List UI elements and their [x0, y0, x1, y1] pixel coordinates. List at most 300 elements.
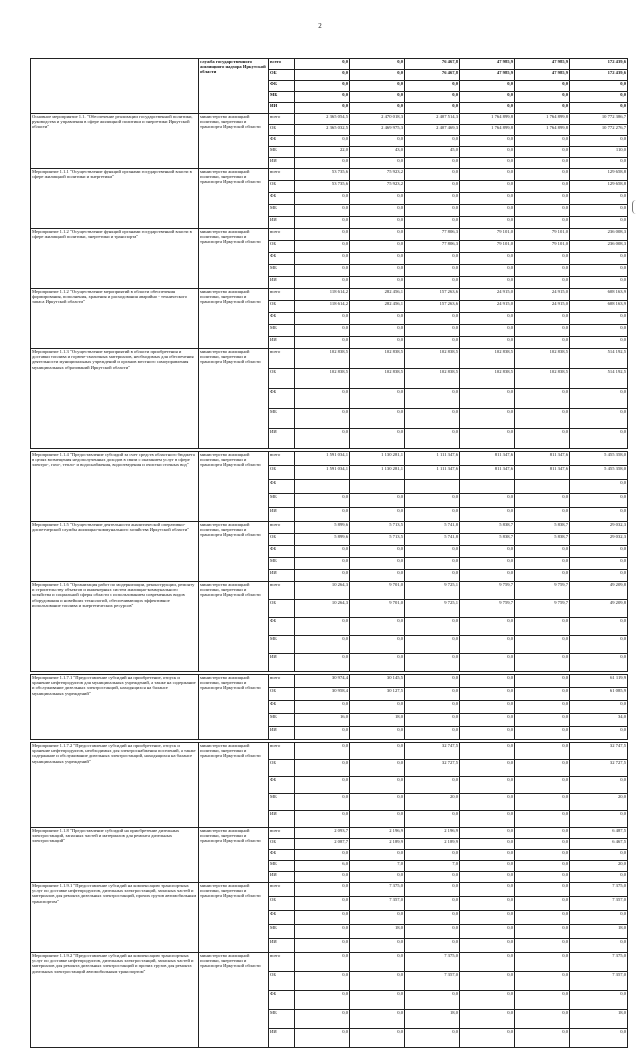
year-value-cell: 0,0: [405, 636, 460, 654]
table-row: [31, 953, 628, 972]
measure-name-cell: Мероприятие 1.1.3 "Осуществление мероприятий в области приобретения и доставки топлива и горюче-смазочных материалов, необходимых для обеспечения деятельности муниципальных учреждений и органов местного самоуправления муниципальных образований Иркутской области": [31, 349, 199, 449]
year-value-cell: 5 838,7: [460, 534, 515, 546]
year-value-cell: 0,0: [295, 277, 350, 289]
executor-cell: министерство жилищной политики, энергетики и транспорта Иркутской области: [199, 743, 269, 828]
year-value-cell: 22,0: [295, 147, 350, 158]
measure-name-cell: Мероприятие 1.1.5 "Осуществление деятельности аналитической оперативно-диспетчерской службы жилищно-коммунального хозяйства Иркутской области": [31, 522, 199, 582]
executor-cell: служба государственного жилищного надзора Иркутской области: [199, 59, 269, 114]
year-value-cell: 0,0: [515, 972, 570, 991]
total-value-cell: 0,0: [570, 872, 628, 883]
year-value-cell: 118 614,2: [295, 289, 350, 301]
year-value-cell: 0,0: [350, 636, 405, 654]
total-value-cell: 0,0: [570, 337, 628, 349]
year-value-cell: 0,0: [460, 953, 515, 972]
year-value-cell: 0,0: [460, 158, 515, 169]
total-value-cell: 0,0: [570, 850, 628, 861]
year-value-cell: 0,0: [460, 81, 515, 92]
year-value-cell: 0,0: [350, 217, 405, 229]
executor-cell: министерство жилищной политики, энергетики и транспорта Иркутской области: [199, 114, 269, 169]
total-value-cell: 0,0: [570, 103, 628, 114]
executor-cell: министерство жилищной политики, энергетики и транспорта Иркутской области: [199, 229, 269, 289]
year-value-cell: 811 347,6: [515, 466, 570, 480]
measure-name-cell: Мероприятие 1.1.7.1 "Предоставление субсидий на приобретение, отпуск и хранение нефтепродуктов для муниципальных учреждений, а также на содержание и обслуживание дизельных электростанций, находящихся на балансе муниципальных учреждений": [31, 675, 199, 740]
year-value-cell: 0,0: [295, 911, 350, 925]
total-value-cell: 0,0: [570, 636, 628, 654]
table-row: [31, 522, 628, 534]
year-value-cell: 0,0: [405, 675, 460, 688]
total-value-cell: 0,0: [570, 811, 628, 828]
year-value-cell: 0,0: [295, 409, 350, 429]
year-value-cell: 0,0: [460, 991, 515, 1010]
funding-source-cell: всего: [269, 289, 295, 301]
year-value-cell: 0,0: [515, 103, 570, 114]
year-value-cell: 0,0: [350, 193, 405, 205]
year-value-cell: 0,0: [350, 265, 405, 277]
year-value-cell: 79 101,0: [515, 229, 570, 241]
year-value-cell: 77 806,3: [405, 241, 460, 253]
total-value-cell: 0,0: [570, 1029, 628, 1048]
year-value-cell: 0,0: [460, 636, 515, 654]
total-value-cell: 0,0: [570, 265, 628, 277]
funding-source-cell: ФБ: [269, 81, 295, 92]
year-value-cell: 0,0: [295, 241, 350, 253]
funding-source-cell: ОБ: [269, 760, 295, 777]
year-value-cell: 5 713,5: [350, 534, 405, 546]
year-value-cell: 0,0: [460, 850, 515, 861]
year-value-cell: 0,0: [350, 59, 405, 70]
year-value-cell: 9 759,7: [515, 582, 570, 600]
total-value-cell: 129 658,8: [570, 169, 628, 181]
measure-name-cell: Основное мероприятие 1.1. "Обеспечение реализации государственной политики, руководства и управления в сфере жилищной политики и энергетики Иркутской области": [31, 114, 199, 169]
year-value-cell: 0,0: [350, 939, 405, 953]
year-value-cell: 0,0: [515, 265, 570, 277]
year-value-cell: 0,0: [405, 253, 460, 265]
funding-source-cell: ИИ: [269, 217, 295, 229]
measure-name-cell: Мероприятие 1.1.7.2 "Предоставление субсидий на приобретение, отпуск и хранение нефтепродуктов, необходимых для электроснабжения поселений, а также содержание и обслуживание дизельных электростанций, находящихся на балансе муниципальных учреждений": [31, 743, 199, 828]
total-value-cell: 32 727,5: [570, 760, 628, 777]
funding-source-cell: ФБ: [269, 136, 295, 147]
year-value-cell: 0,0: [460, 265, 515, 277]
total-value-cell: 0,0: [570, 654, 628, 672]
year-value-cell: 0,0: [350, 872, 405, 883]
year-value-cell: 2 087,7: [295, 839, 350, 850]
funding-source-cell: ИИ: [269, 1029, 295, 1048]
funding-source-cell: ОБ: [269, 301, 295, 313]
measure-name-cell: Мероприятие 1.1.8 "Предоставление субсидий на приобретение дизельных электростанций, запасных частей и материалов для ремонта дизельных электростанций": [31, 828, 199, 883]
total-value-cell: 5 455 358,0: [570, 466, 628, 480]
year-value-cell: 0,0: [515, 839, 570, 850]
year-value-cell: 0,0: [350, 229, 405, 241]
year-value-cell: 79 101,0: [460, 241, 515, 253]
year-value-cell: 0,0: [515, 636, 570, 654]
year-value-cell: 0,0: [515, 760, 570, 777]
total-value-cell: 0,0: [570, 618, 628, 636]
year-value-cell: 102 838,5: [405, 369, 460, 389]
funding-source-cell: ОБ: [269, 369, 295, 389]
table-row: [31, 883, 628, 897]
year-value-cell: 7 357,0: [350, 897, 405, 911]
year-value-cell: 1 764 899,8: [515, 125, 570, 136]
year-value-cell: 0,0: [515, 92, 570, 103]
year-value-cell: 0,0: [460, 743, 515, 760]
year-value-cell: 0,0: [460, 618, 515, 636]
year-value-cell: 9 701,0: [350, 600, 405, 618]
year-value-cell: 118 614,2: [295, 301, 350, 313]
year-value-cell: 32 727,5: [405, 760, 460, 777]
year-value-cell: 75 923,2: [350, 169, 405, 181]
funding-source-cell: ИИ: [269, 103, 295, 114]
year-value-cell: 0,0: [405, 727, 460, 740]
year-value-cell: 102 838,5: [350, 349, 405, 369]
year-value-cell: 0,0: [515, 654, 570, 672]
year-value-cell: 0,0: [515, 939, 570, 953]
year-value-cell: [405, 480, 460, 494]
year-value-cell: 10 264,3: [295, 582, 350, 600]
year-value-cell: 0,0: [515, 850, 570, 861]
year-value-cell: 0,0: [515, 811, 570, 828]
year-value-cell: 0,0: [515, 1029, 570, 1048]
year-value-cell: 0,0: [295, 794, 350, 811]
year-value-cell: 0,0: [460, 727, 515, 740]
funding-source-cell: ФБ: [269, 389, 295, 409]
table-row: [31, 114, 628, 125]
margin-bracket-mark: [632, 200, 637, 214]
year-value-cell: 1 591 034,1: [295, 452, 350, 466]
year-value-cell: 0,0: [405, 136, 460, 147]
funding-source-cell: ФБ: [269, 911, 295, 925]
year-value-cell: 0,0: [515, 883, 570, 897]
year-value-cell: 0,0: [515, 546, 570, 558]
year-value-cell: 0,0: [405, 169, 460, 181]
total-value-cell: 34,0: [570, 714, 628, 727]
funding-source-cell: ФБ: [269, 313, 295, 325]
year-value-cell: 0,0: [405, 205, 460, 217]
year-value-cell: 0,0: [515, 570, 570, 582]
funding-source-cell: ФБ: [269, 850, 295, 861]
year-value-cell: 0,0: [350, 205, 405, 217]
year-value-cell: 0,0: [515, 714, 570, 727]
year-value-cell: 0,0: [350, 570, 405, 582]
year-value-cell: 9 725,1: [405, 582, 460, 600]
year-value-cell: 0,0: [515, 81, 570, 92]
year-value-cell: 0,0: [515, 794, 570, 811]
total-value-cell: 7 357,0: [570, 897, 628, 911]
year-value-cell: 0,0: [460, 1029, 515, 1048]
year-value-cell: 5 838,7: [460, 522, 515, 534]
funding-source-cell: ОБ: [269, 125, 295, 136]
table-row: [31, 169, 628, 181]
total-value-cell: 0,0: [570, 939, 628, 953]
year-value-cell: 20,0: [405, 794, 460, 811]
year-value-cell: 282 456,1: [350, 301, 405, 313]
total-value-cell: 0,0: [570, 546, 628, 558]
year-value-cell: 18,0: [350, 714, 405, 727]
year-value-cell: 0,0: [405, 265, 460, 277]
year-value-cell: 0,0: [515, 618, 570, 636]
funding-source-cell: МБ: [269, 861, 295, 872]
funding-source-cell: ОБ: [269, 181, 295, 193]
year-value-cell: 0,0: [515, 911, 570, 925]
year-value-cell: 0,0: [350, 81, 405, 92]
year-value-cell: 18,0: [350, 925, 405, 939]
year-value-cell: 0,0: [350, 953, 405, 972]
year-value-cell: 0,0: [295, 570, 350, 582]
year-value-cell: 2 407 469,3: [405, 125, 460, 136]
funding-source-cell: всего: [269, 675, 295, 688]
year-value-cell: 0,0: [295, 313, 350, 325]
year-value-cell: 0,0: [460, 839, 515, 850]
year-value-cell: 47 985,9: [515, 59, 570, 70]
total-value-cell: 172 439,6: [570, 59, 628, 70]
total-value-cell: 110,0: [570, 147, 628, 158]
year-value-cell: 0,0: [350, 991, 405, 1010]
year-value-cell: 2 093,7: [295, 828, 350, 839]
year-value-cell: 0,0: [515, 205, 570, 217]
year-value-cell: 0,0: [405, 217, 460, 229]
total-value-cell: 0,0: [570, 508, 628, 522]
funding-source-cell: всего: [269, 828, 295, 839]
year-value-cell: 0,0: [350, 277, 405, 289]
year-value-cell: 30 974,4: [295, 675, 350, 688]
table-row: [31, 675, 628, 688]
year-value-cell: 0,0: [295, 494, 350, 508]
year-value-cell: 0,0: [350, 92, 405, 103]
year-value-cell: 9 701,0: [350, 582, 405, 600]
year-value-cell: 0,0: [515, 217, 570, 229]
year-value-cell: 0,0: [460, 714, 515, 727]
executor-cell: министерство жилищной политики, энергетики и транспорта Иркутской области: [199, 675, 269, 740]
year-value-cell: 0,0: [295, 158, 350, 169]
year-value-cell: 0,0: [405, 92, 460, 103]
year-value-cell: 0,0: [460, 253, 515, 265]
total-value-cell: 18,0: [570, 1010, 628, 1029]
funding-source-cell: ОБ: [269, 534, 295, 546]
total-value-cell: 0,0: [570, 253, 628, 265]
budget-table-body: [31, 59, 628, 1048]
year-value-cell: 0,0: [295, 429, 350, 449]
year-value-cell: 0,0: [460, 897, 515, 911]
year-value-cell: 0,0: [515, 872, 570, 883]
total-value-cell: 0,0: [570, 217, 628, 229]
year-value-cell: 0,0: [295, 618, 350, 636]
funding-source-cell: всего: [269, 169, 295, 181]
year-value-cell: 24 915,0: [460, 289, 515, 301]
executor-cell: министерство жилищной политики, энергетики и транспорта Иркутской области: [199, 953, 269, 1048]
year-value-cell: 7 357,0: [405, 972, 460, 991]
total-value-cell: 20,0: [570, 861, 628, 872]
year-value-cell: 0,0: [405, 570, 460, 582]
year-value-cell: 0,0: [295, 1010, 350, 1029]
year-value-cell: 0,0: [460, 925, 515, 939]
funding-source-cell: всего: [269, 59, 295, 70]
funding-source-cell: ИИ: [269, 872, 295, 883]
year-value-cell: 102 838,5: [515, 369, 570, 389]
year-value-cell: 6,0: [295, 861, 350, 872]
measure-name-cell: Мероприятие 1.1.2 "Осуществление функций органами государственной власти в сфере жилищной политики, энергетики и транспорта": [31, 229, 199, 289]
funding-source-cell: МБ: [269, 494, 295, 508]
total-value-cell: 10 772 276,7: [570, 125, 628, 136]
year-value-cell: 1 764 899,8: [515, 114, 570, 125]
year-value-cell: 282 456,1: [350, 289, 405, 301]
year-value-cell: 1 130 281,1: [350, 452, 405, 466]
year-value-cell: 0,0: [405, 389, 460, 409]
year-value-cell: 0,0: [460, 777, 515, 794]
funding-source-cell: ИИ: [269, 811, 295, 828]
total-value-cell: 0,0: [570, 409, 628, 429]
year-value-cell: 0,0: [350, 701, 405, 714]
year-value-cell: 0,0: [350, 158, 405, 169]
year-value-cell: 0,0: [295, 205, 350, 217]
funding-source-cell: МБ: [269, 558, 295, 570]
year-value-cell: 0,0: [350, 654, 405, 672]
year-value-cell: 0,0: [350, 1029, 405, 1048]
year-value-cell: 0,0: [295, 953, 350, 972]
year-value-cell: [460, 480, 515, 494]
year-value-cell: 0,0: [350, 429, 405, 449]
funding-source-cell: ФБ: [269, 253, 295, 265]
year-value-cell: 76 467,8: [405, 70, 460, 81]
year-value-cell: 0,0: [460, 654, 515, 672]
year-value-cell: 0,0: [295, 558, 350, 570]
year-value-cell: 43,0: [350, 147, 405, 158]
year-value-cell: [295, 480, 350, 494]
year-value-cell: 0,0: [295, 229, 350, 241]
year-value-cell: 0,0: [515, 253, 570, 265]
year-value-cell: 5 899,6: [295, 522, 350, 534]
year-value-cell: 0,0: [405, 811, 460, 828]
year-value-cell: 0,0: [515, 181, 570, 193]
year-value-cell: 5 741,8: [405, 522, 460, 534]
year-value-cell: 0,0: [460, 570, 515, 582]
year-value-cell: 47 985,9: [460, 70, 515, 81]
year-value-cell: 1 111 347,6: [405, 452, 460, 466]
funding-source-cell: МБ: [269, 325, 295, 337]
year-value-cell: 0,0: [295, 546, 350, 558]
year-value-cell: 0,0: [460, 1010, 515, 1029]
total-value-cell: 0,0: [570, 205, 628, 217]
year-value-cell: 5 838,7: [515, 534, 570, 546]
year-value-cell: 0,0: [350, 70, 405, 81]
year-value-cell: 0,0: [350, 794, 405, 811]
total-value-cell: 608 163,9: [570, 289, 628, 301]
funding-source-cell: ОБ: [269, 70, 295, 81]
year-value-cell: 0,0: [460, 688, 515, 701]
budget-table: [30, 58, 628, 1048]
year-value-cell: 9 759,7: [515, 600, 570, 618]
year-value-cell: 0,0: [350, 241, 405, 253]
year-value-cell: 0,0: [405, 714, 460, 727]
total-value-cell: 61 085,9: [570, 688, 628, 701]
funding-source-cell: МБ: [269, 925, 295, 939]
year-value-cell: 0,0: [295, 325, 350, 337]
year-value-cell: 0,0: [460, 811, 515, 828]
funding-source-cell: МБ: [269, 636, 295, 654]
executor-cell: министерство жилищной политики, энергетики и транспорта Иркутской области: [199, 169, 269, 229]
year-value-cell: 0,0: [295, 883, 350, 897]
year-value-cell: 0,0: [295, 136, 350, 147]
year-value-cell: 102 838,5: [460, 349, 515, 369]
year-value-cell: 7 375,0: [350, 883, 405, 897]
year-value-cell: 0,0: [350, 103, 405, 114]
year-value-cell: 0,0: [295, 727, 350, 740]
year-value-cell: 0,0: [460, 939, 515, 953]
year-value-cell: 0,0: [350, 558, 405, 570]
year-value-cell: 0,0: [460, 103, 515, 114]
total-value-cell: 0,0: [570, 727, 628, 740]
funding-source-cell: МБ: [269, 92, 295, 103]
year-value-cell: 0,0: [460, 147, 515, 158]
year-value-cell: 0,0: [515, 313, 570, 325]
year-value-cell: 0,0: [295, 265, 350, 277]
total-value-cell: 0,0: [570, 991, 628, 1010]
year-value-cell: 30 145,5: [350, 675, 405, 688]
funding-source-cell: всего: [269, 883, 295, 897]
year-value-cell: 0,0: [405, 654, 460, 672]
funding-source-cell: ИИ: [269, 158, 295, 169]
year-value-cell: 1 130 281,1: [350, 466, 405, 480]
year-value-cell: 0,0: [460, 494, 515, 508]
funding-source-cell: ОБ: [269, 897, 295, 911]
year-value-cell: 0,0: [405, 409, 460, 429]
year-value-cell: 0,0: [350, 850, 405, 861]
year-value-cell: 0,0: [460, 701, 515, 714]
year-value-cell: 0,0: [350, 508, 405, 522]
year-value-cell: 0,0: [405, 850, 460, 861]
year-value-cell: 5 741,8: [405, 534, 460, 546]
year-value-cell: 0,0: [515, 494, 570, 508]
total-value-cell: 172 439,6: [570, 70, 628, 81]
year-value-cell: 1 764 899,8: [460, 125, 515, 136]
year-value-cell: 0,0: [515, 925, 570, 939]
year-value-cell: 0,0: [295, 636, 350, 654]
year-value-cell: 0,0: [515, 777, 570, 794]
funding-source-cell: ИИ: [269, 570, 295, 582]
year-value-cell: 30 958,4: [295, 688, 350, 701]
total-value-cell: 10 772 386,7: [570, 114, 628, 125]
year-value-cell: 7,0: [350, 861, 405, 872]
year-value-cell: 24 915,0: [515, 289, 570, 301]
year-value-cell: 0,0: [460, 205, 515, 217]
table-row: [31, 452, 628, 466]
funding-source-cell: ОБ: [269, 839, 295, 850]
total-value-cell: 0,0: [570, 81, 628, 92]
funding-source-cell: всего: [269, 229, 295, 241]
year-value-cell: 0,0: [460, 181, 515, 193]
year-value-cell: 0,0: [515, 277, 570, 289]
total-value-cell: 608 163,9: [570, 301, 628, 313]
year-value-cell: 10 264,3: [295, 600, 350, 618]
year-value-cell: 0,0: [515, 953, 570, 972]
year-value-cell: 0,0: [460, 325, 515, 337]
year-value-cell: 1 764 899,8: [460, 114, 515, 125]
funding-source-cell: ФБ: [269, 777, 295, 794]
year-value-cell: 0,0: [295, 743, 350, 760]
year-value-cell: 0,0: [515, 558, 570, 570]
total-value-cell: 0,0: [570, 494, 628, 508]
funding-source-cell: всего: [269, 452, 295, 466]
year-value-cell: 0,0: [405, 701, 460, 714]
year-value-cell: 0,0: [515, 743, 570, 760]
page-number: 2: [318, 22, 322, 30]
measure-name-cell: Мероприятие 1.1.1 "Осуществление функций органами государственной власти в сфере жилищной политики и энергетики": [31, 169, 199, 229]
year-value-cell: 0,0: [460, 429, 515, 449]
year-value-cell: 0,0: [405, 777, 460, 794]
year-value-cell: 0,0: [350, 811, 405, 828]
year-value-cell: 0,0: [460, 169, 515, 181]
total-value-cell: 7 375,0: [570, 883, 628, 897]
funding-source-cell: МБ: [269, 1010, 295, 1029]
year-value-cell: 0,0: [460, 911, 515, 925]
